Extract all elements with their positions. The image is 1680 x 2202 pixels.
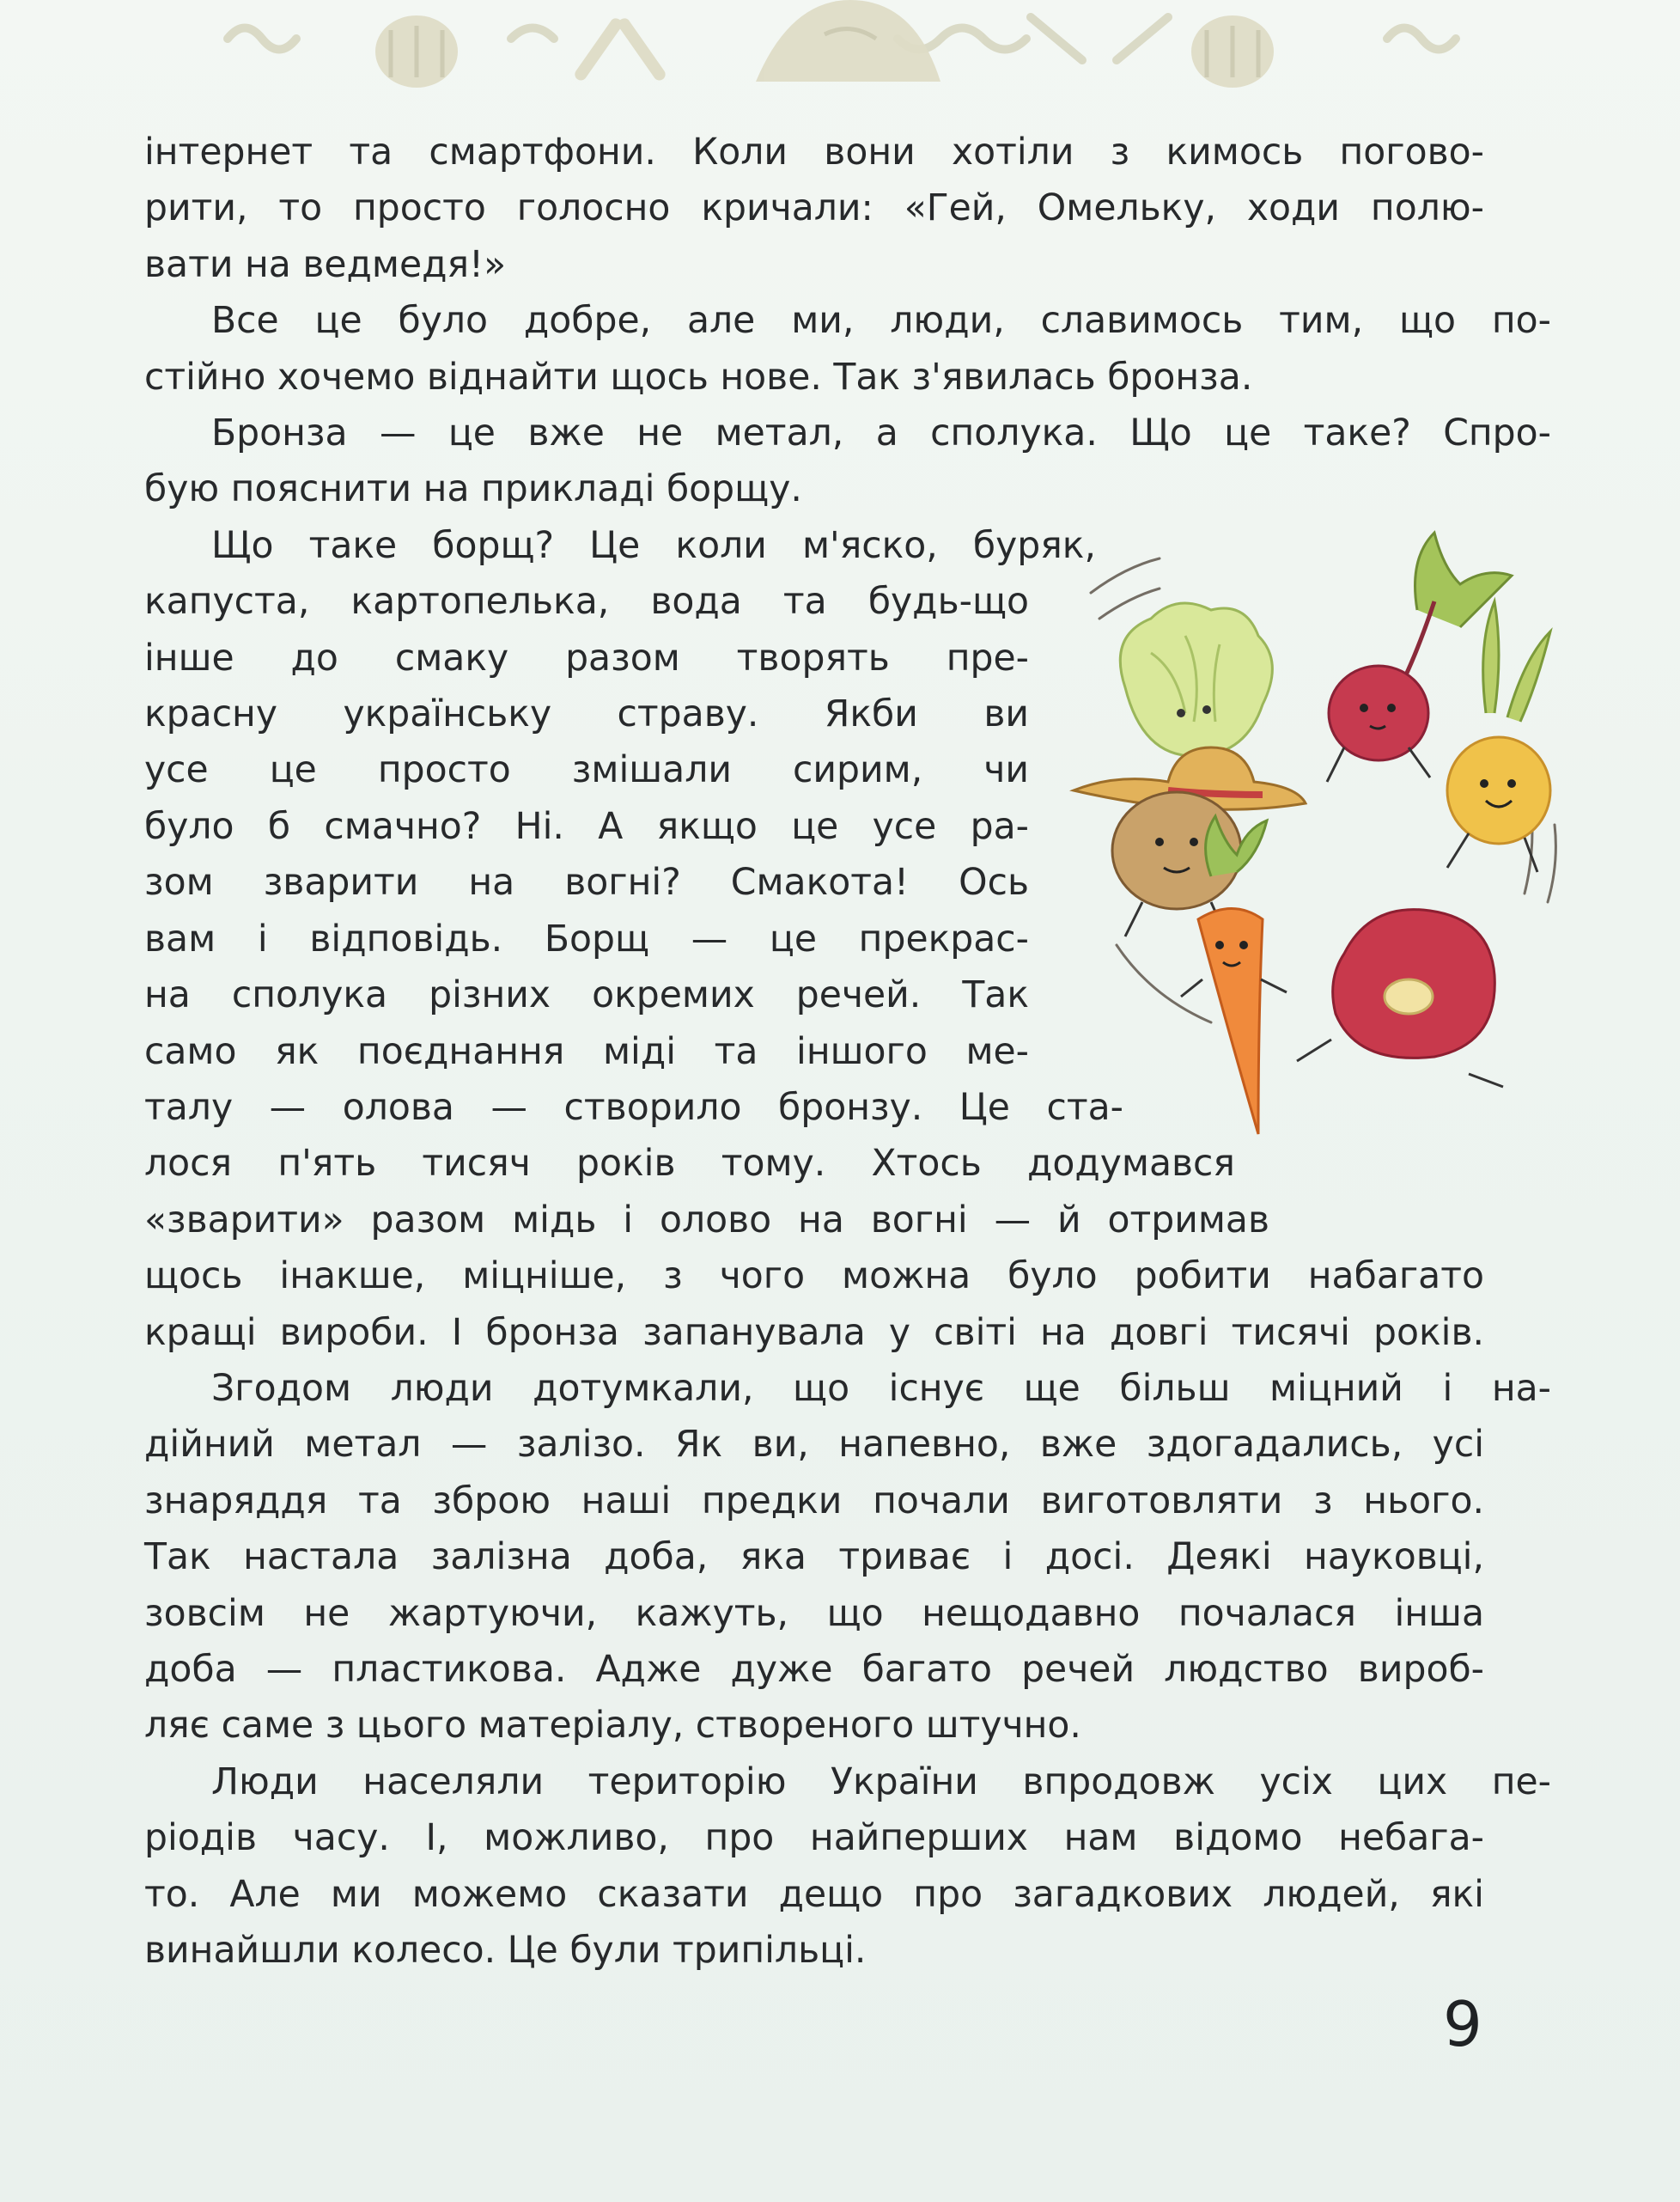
text-line: усе це просто змішали сирим, чи [144, 749, 1029, 792]
text-line: інтернет та смартфони. Коли вони хотіли з кимось погово- [144, 131, 1484, 174]
text-line: на сполука різних окремих речей. Так [144, 974, 1029, 1017]
text-line: винайшли колесо. Це були трипільці. [144, 1930, 867, 1972]
text-line: талу — олова — створило бронзу. Це ста- [144, 1086, 1123, 1129]
text-line: Згодом люди дотумкали, що існує ще більш міцний і на- [211, 1367, 1551, 1410]
page-number: 9 [1443, 1988, 1482, 2060]
text-line: зом зварити на вогні? Смакота! Ось [144, 862, 1029, 905]
paragraph-6 [144, 1754, 1551, 1979]
paragraph-2 [144, 293, 1551, 406]
potato-with-hat-icon [1074, 747, 1306, 941]
paragraph-5 [144, 1361, 1551, 1754]
meat-icon [1297, 910, 1503, 1087]
text-line: інше до смаку разом творять пре- [144, 637, 1029, 680]
text-line: Бронза — це вже не метал, а сполука. Що це таке? Спро- [211, 412, 1551, 455]
text-line: рити, то просто голосно кричали: «Гей, Омельку, ходи полю- [144, 187, 1484, 230]
text-line: «зварити» разом мідь і олово на вогні — й отримав [144, 1199, 1269, 1241]
paragraph-3 [144, 406, 1551, 518]
text-line: Що таке борщ? Це коли м'яско, буряк, [211, 524, 1096, 567]
paragraph-1 [144, 125, 1484, 293]
text-line: щось інакше, міцніше, з чого можна було робити набагато [144, 1255, 1484, 1298]
text-line: капуста, картопелька, вода та будь-що [144, 581, 1029, 624]
text-line: дійний метал — залізо. Як ви, напевно, вже здогадались, усі [144, 1424, 1484, 1467]
text-line: кращі вироби. І бронза запанувала у світі на довгі тисячі років. [144, 1311, 1484, 1354]
text-line: Все це було добре, але ми, люди, славимось тим, що по- [211, 300, 1551, 343]
text-line: стійно хочемо віднайти щось нове. Так з'явилась бронза. [144, 356, 1253, 399]
text-line: Так настала залізна доба, яка триває і досі. Деякі науковці, [144, 1536, 1484, 1579]
text-line: бую пояснити на прикладі борщу. [144, 468, 802, 511]
text-line: ріодів часу. І, можливо, про найперших нам відомо небага- [144, 1817, 1484, 1860]
text-line: вам і відповідь. Борщ — це прекрас- [144, 918, 1029, 961]
header-ornament [0, 0, 1680, 107]
text-line: було б смачно? Ні. А якщо це усе ра- [144, 805, 1029, 848]
text-line: само як поєднання міді та іншого ме- [144, 1030, 1029, 1073]
text-line: лося п'ять тисяч років тому. Хтось додумався [144, 1143, 1235, 1186]
text-line: красну українську страву. Якби ви [144, 693, 1029, 736]
text-line: зовсім не жартуючи, кажуть, що нещодавно почалася інша [144, 1592, 1484, 1635]
vegetables-illustration [1039, 515, 1606, 1168]
text-line: вати на ведмедя!» [144, 243, 507, 286]
text-line: то. Але ми можемо сказати дещо про загадкових людей, які [144, 1873, 1484, 1916]
onion-icon [1447, 601, 1550, 872]
text-line: Люди населяли територію України впродовж усіх цих пе- [211, 1760, 1551, 1803]
text-line: доба — пластикова. Адже дуже багато речей людство вироб- [144, 1648, 1484, 1691]
text-line: знаряддя та зброю наші предки почали виготовляти з нього. [144, 1479, 1484, 1522]
text-line: ляє саме з цього матеріалу, створеного штучно. [144, 1705, 1081, 1748]
cabbage-icon [1120, 603, 1272, 756]
